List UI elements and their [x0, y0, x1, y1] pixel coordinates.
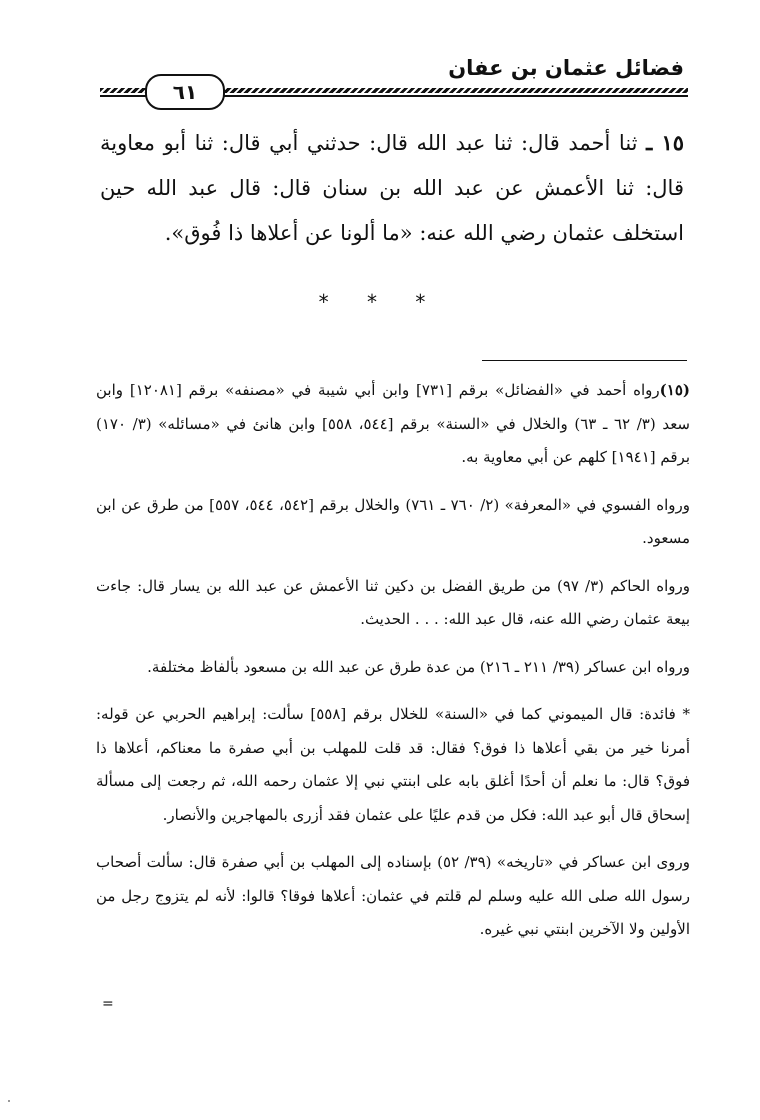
hadith-text-block: [100, 120, 684, 256]
running-header-title: فضائل عثمان بن عفان: [448, 56, 684, 80]
footnote-text: رواه أحمد في «الفضائل» برقم [٧٣١] وابن أبي شيبة في «مصنفه» برقم [١٢٠٨١] وابن سعد (٣/ ٦٢ ـ ٦٣) والخلال في «السنة» برقم [٥٤٤، ٥٥٨] وابن هانئ في «مسائله» (٣/ ١٧٠) برقم [١٩٤١] كلهم عن أبي معاوية به.: [96, 381, 690, 466]
footnote-divider: [482, 360, 687, 361]
continuation-mark: =: [102, 996, 114, 1012]
footnote-text: وروى ابن عساكر في «تاريخه» (٣٩/ ٥٢) بإسناده إلى المهلب بن أبي صفرة قال: سألت أصحاب رسول الله صلى الله عليه وسلم لم قلتم في عثمان: أعلاها فوقا؟ قالوا: لأنه لم يتزوج رجل من الأولين ولا الآخرين ابنتي نبي غيره.: [96, 853, 690, 938]
hadith-text: ثنا أحمد قال: ثنا عبد الله قال: حدثني أبي قال: ثنا أبو معاوية قال: ثنا الأعمش عن عبد الله بن سنان قال: قال عبد الله حين استخلف عثمان رضي الله عنه: «ما ألونا عن أعلاها ذا فُوق».: [100, 131, 684, 245]
footnote-paragraph: [96, 698, 690, 832]
footnote-paragraph: [96, 651, 690, 685]
section-separator: * * *: [318, 290, 442, 314]
footnotes: [96, 374, 690, 961]
footnote-paragraph: [96, 489, 690, 556]
hadith-number: ١٥ ـ: [646, 130, 684, 155]
footnote-paragraph: [96, 846, 690, 947]
footnote-text: ورواه ابن عساكر (٣٩/ ٢١١ ـ ٢١٦) من عدة طرق عن عبد الله بن مسعود بألفاظ مختلفة.: [147, 657, 690, 676]
scan-speck: [8, 1100, 10, 1102]
footnote-number: (١٥): [659, 381, 690, 399]
page-number: ٦١: [145, 74, 225, 110]
footnote-text: * فائدة: قال الميموني كما في «السنة» للخلال برقم [٥٥٨] سألت: إبراهيم الحربي عن قوله: أمرنا خير من بقي أعلاها ذا فوق؟ فقال: قد قلت للمهلب بن أبي صفرة ما معناكم، أعلاها ذا فوق؟ قال: ما نعلم أن أحدًا أغلق بابه على ابنتي نبي إلا عثمان رحمه الله، ثم رجعت إلى مسألة إسحاق قال أبو عبد الله: فكل من قدم عليًا على عثمان فقد أزرى بالمهاجرين والأنصار.: [96, 705, 690, 824]
footnote-text: ورواه الحاكم (٣/ ٩٧) من طريق الفضل بن دكين ثنا الأعمش عن عبد الله بن يسار قال: جاءت بيعة عثمان رضي الله عنه، قال عبد الله: . . . الحديث.: [96, 576, 691, 628]
footnote-paragraph: [96, 570, 690, 637]
footnote-text: ورواه الفسوي في «المعرفة» (٢/ ٧٦٠ ـ ٧٦١) والخلال برقم [٥٤٢، ٥٤٤، ٥٥٧] من طرق عن ابن مسعود.: [96, 495, 691, 547]
footnote-paragraph: [96, 374, 690, 475]
